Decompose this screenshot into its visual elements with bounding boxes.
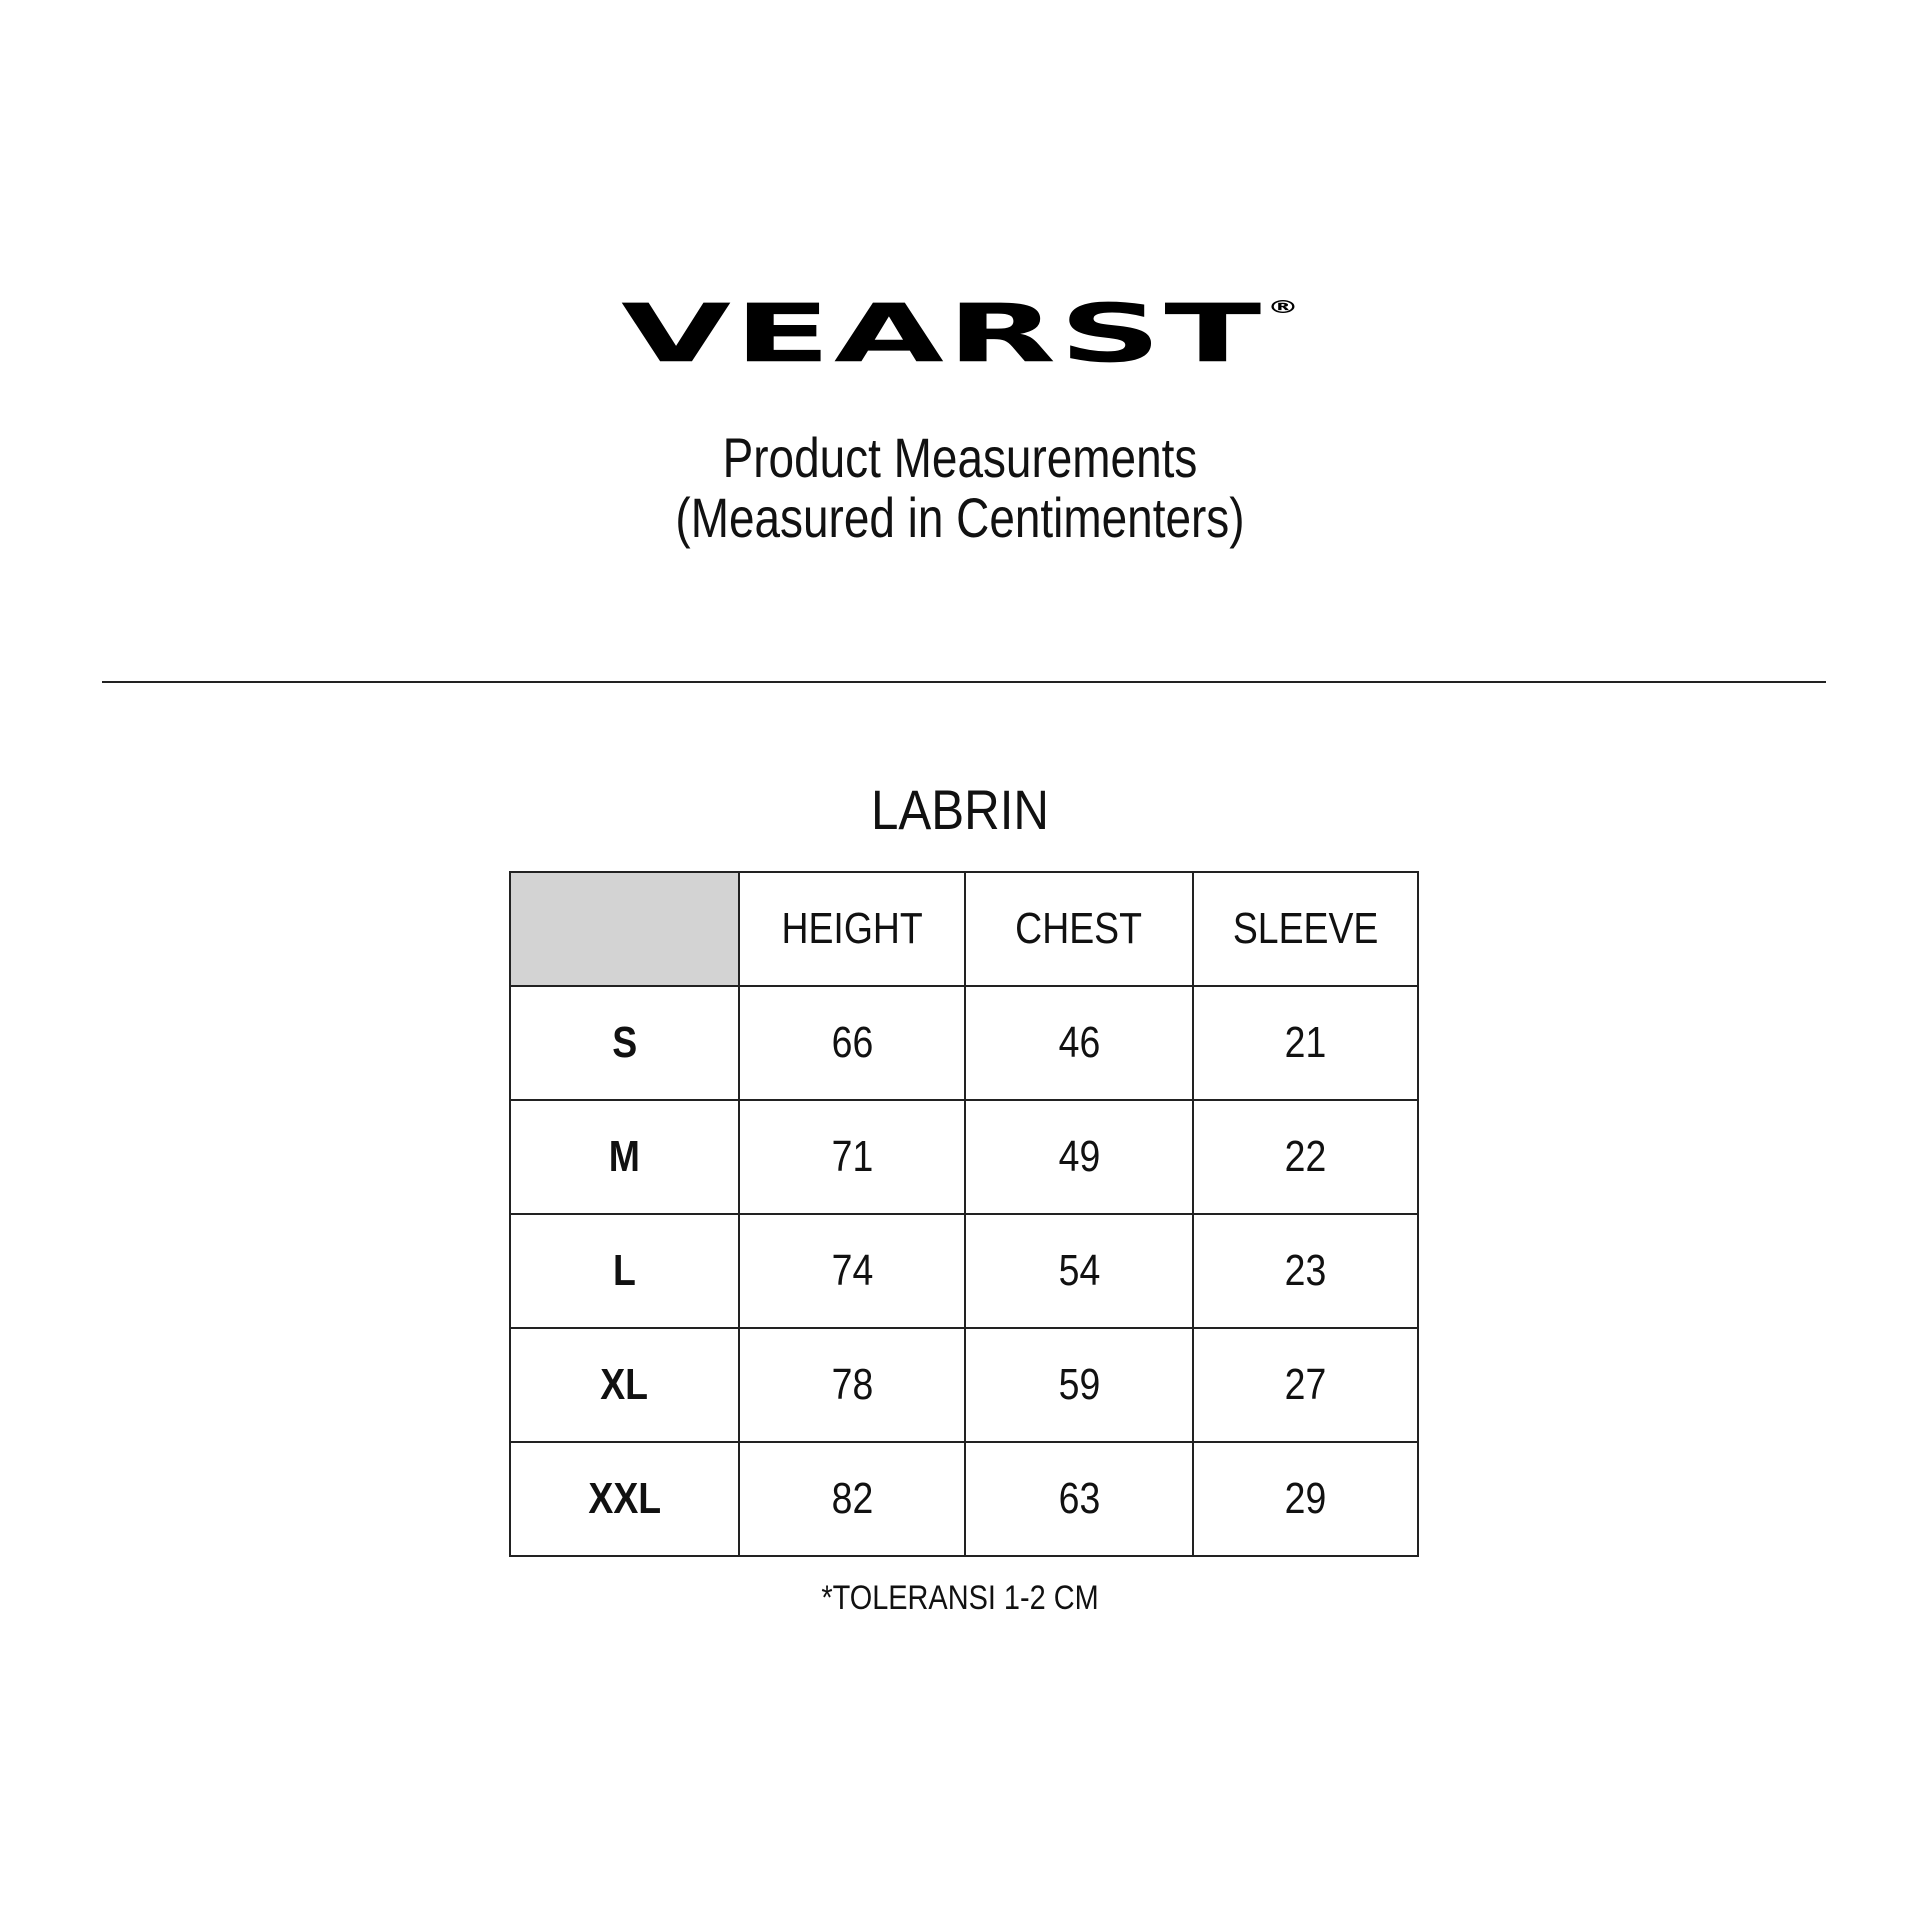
page-title xyxy=(173,428,1747,548)
height-cell: 82 xyxy=(739,1442,965,1556)
table-header-row xyxy=(510,872,1418,986)
chest-cell: 59 xyxy=(965,1328,1193,1442)
height-cell: 74 xyxy=(739,1214,965,1328)
title-line-2: (Measured in Centimenters) xyxy=(675,486,1245,549)
size-label-cell: M xyxy=(510,1100,739,1214)
table-row xyxy=(510,986,1418,1100)
brand-logo xyxy=(0,287,1920,381)
table-row xyxy=(510,1328,1418,1442)
sleeve-cell: 29 xyxy=(1193,1442,1418,1556)
height-cell: 71 xyxy=(739,1100,965,1214)
table-row xyxy=(510,1442,1418,1556)
chest-cell: 54 xyxy=(965,1214,1193,1328)
chest-cell: 63 xyxy=(965,1442,1193,1556)
table-corner-cell xyxy=(510,872,739,986)
table-row xyxy=(510,1214,1418,1328)
table-row xyxy=(510,1100,1418,1214)
title-line-1: Product Measurements xyxy=(722,426,1198,489)
height-cell: 66 xyxy=(739,986,965,1100)
sleeve-cell: 22 xyxy=(1193,1100,1418,1214)
height-cell: 78 xyxy=(739,1328,965,1442)
column-header: HEIGHT xyxy=(739,872,965,986)
product-name: LABRIN xyxy=(870,778,1050,841)
column-header: CHEST xyxy=(965,872,1193,986)
chest-cell: 49 xyxy=(965,1100,1193,1214)
size-label-cell: L xyxy=(510,1214,739,1328)
column-header: SLEEVE xyxy=(1193,872,1418,986)
sleeve-cell: 27 xyxy=(1193,1328,1418,1442)
sleeve-cell: 23 xyxy=(1193,1214,1418,1328)
size-label-cell: XL xyxy=(510,1328,739,1442)
brand-name: VEARST xyxy=(621,287,1265,381)
registered-mark: ® xyxy=(1267,297,1299,318)
tolerance-note: *TOLERANSI 1-2 CM xyxy=(821,1579,1099,1617)
chest-cell: 46 xyxy=(965,986,1193,1100)
size-label-cell: XXL xyxy=(510,1442,739,1556)
sleeve-cell: 21 xyxy=(1193,986,1418,1100)
divider xyxy=(102,681,1826,683)
size-table xyxy=(509,871,1419,1557)
size-label-cell: S xyxy=(510,986,739,1100)
